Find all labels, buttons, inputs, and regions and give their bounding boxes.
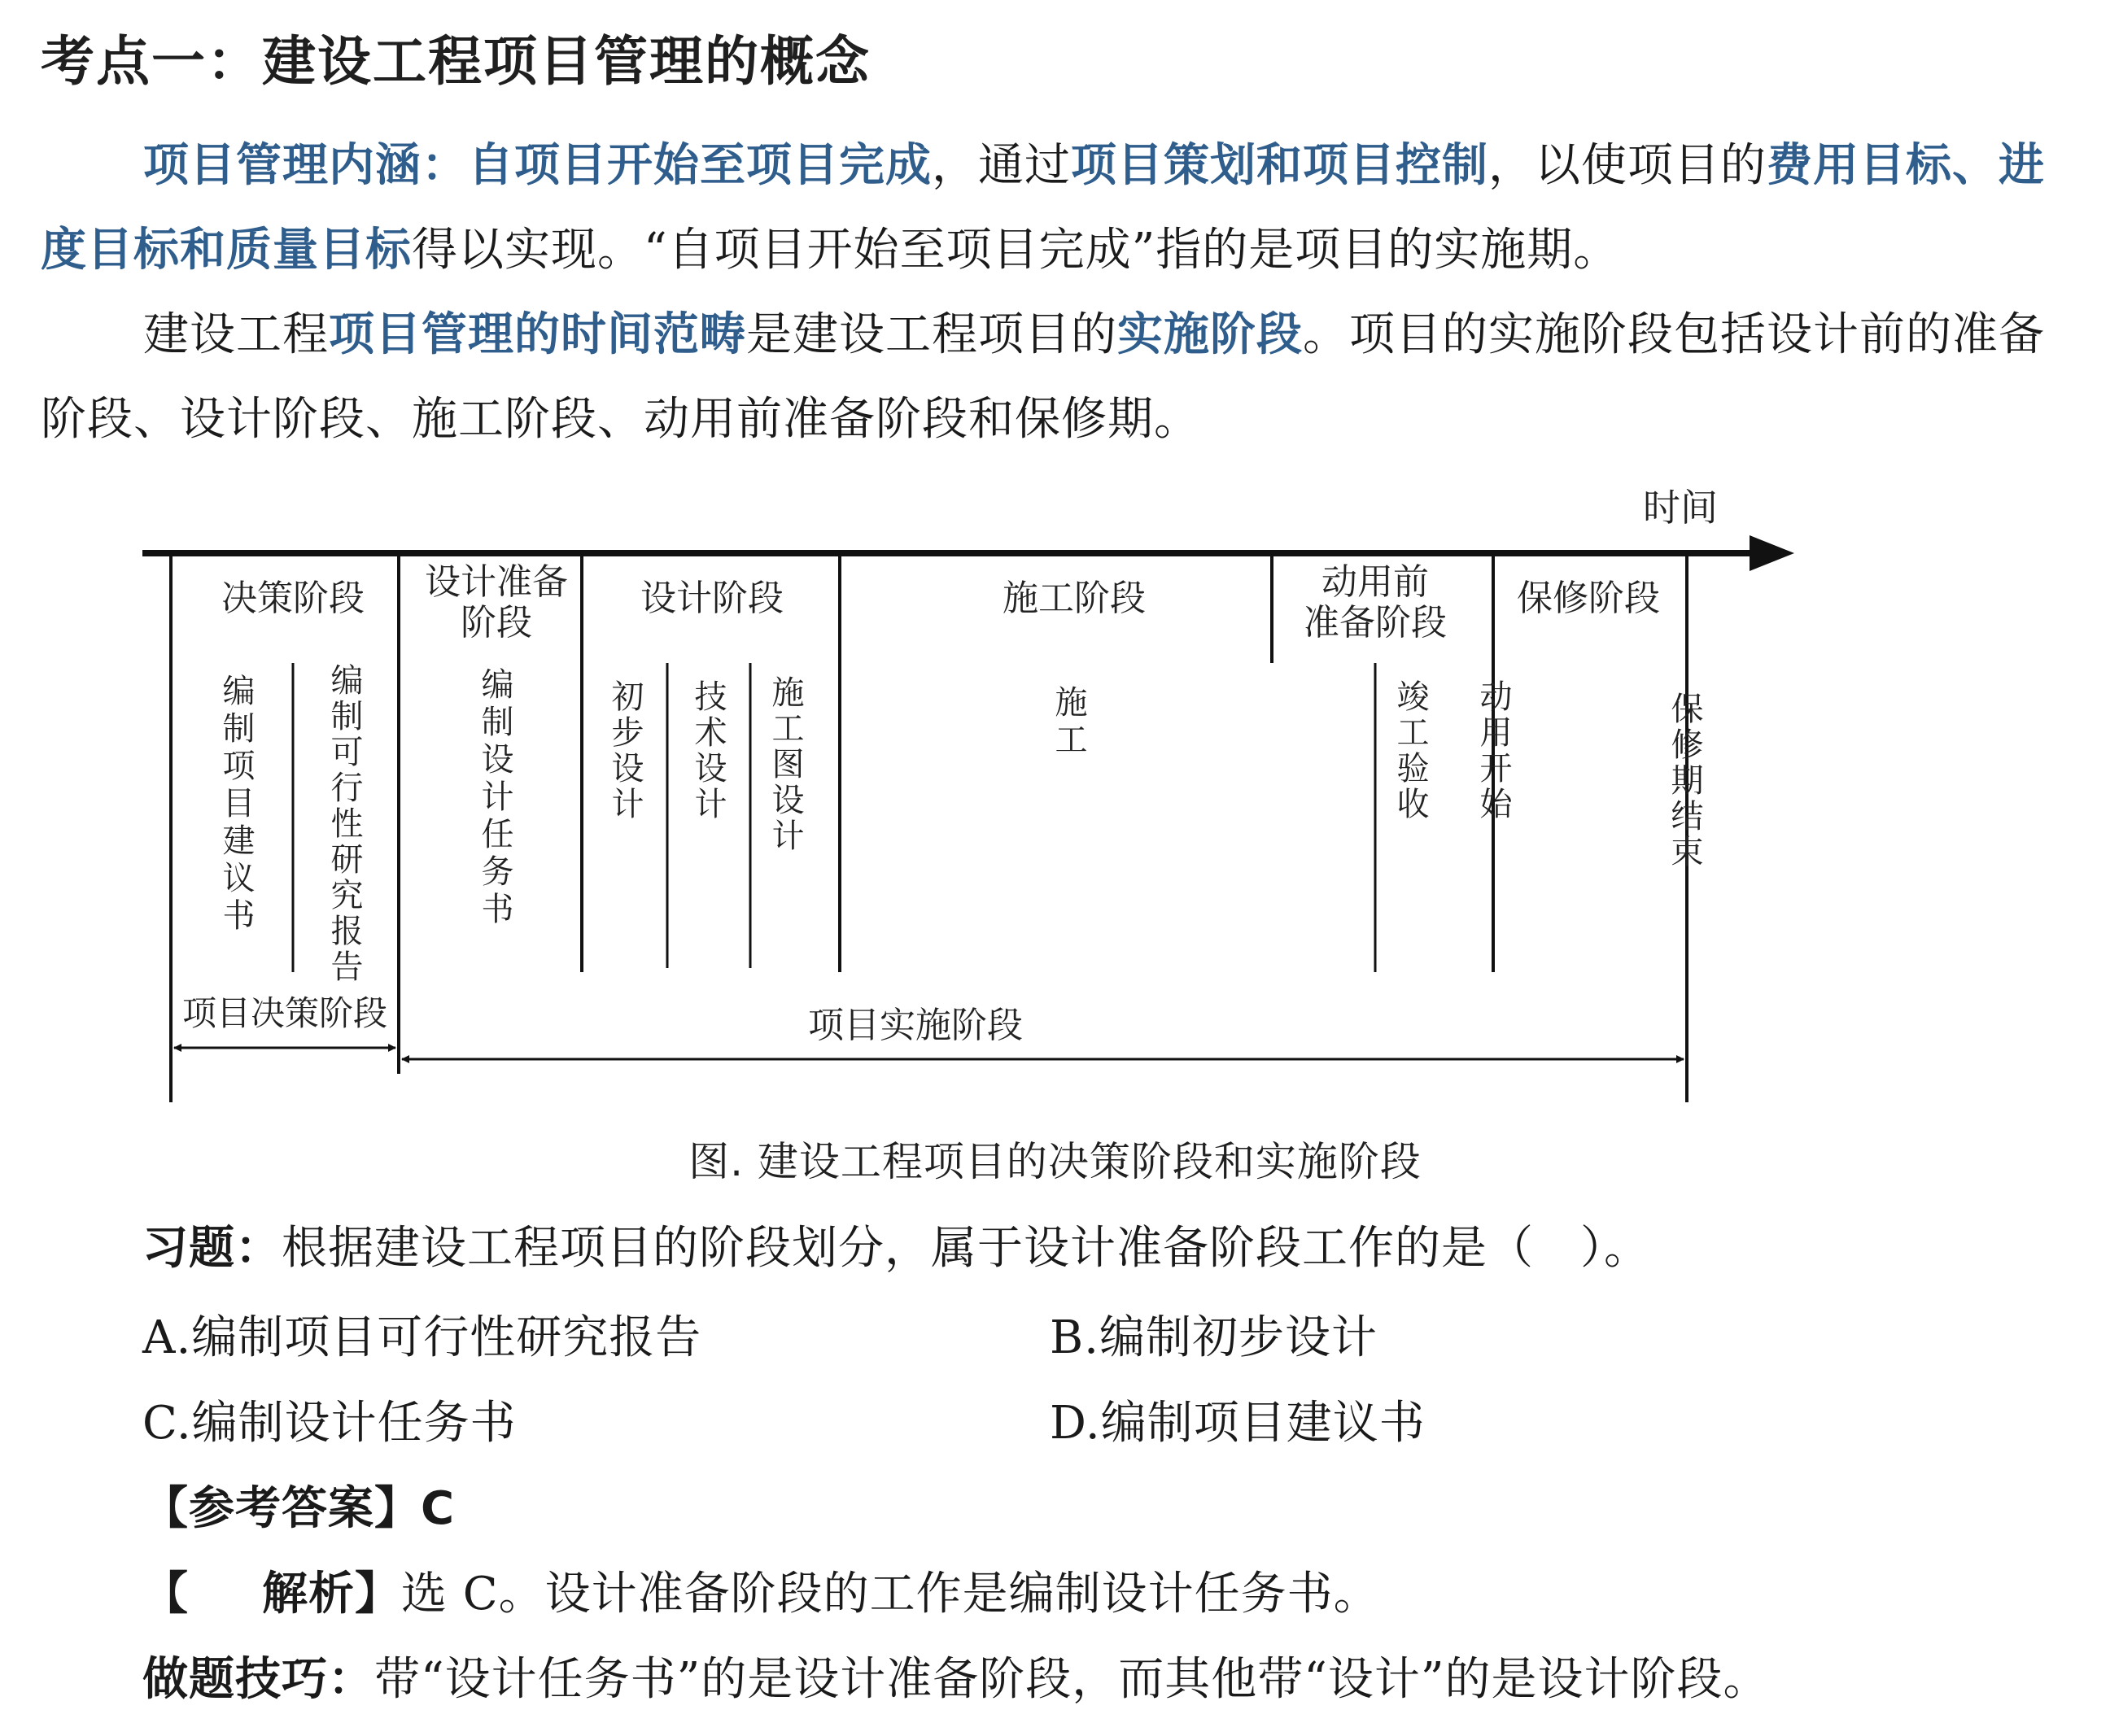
- analysis: [142, 1558, 1380, 1623]
- option-a: A.编制项目可行性研究报告: [142, 1311, 702, 1364]
- phase-diagram: [0, 472, 2110, 1123]
- text-segment: ，通过: [932, 139, 1071, 192]
- analysis-label: 解析】: [262, 1568, 401, 1620]
- definition-label: 项目管理内涵：: [143, 139, 468, 192]
- paragraph-definition: [41, 124, 2075, 293]
- phase-warranty: 保修阶段: [1517, 578, 1660, 619]
- highlight-implementation: 实施阶段: [1117, 308, 1303, 361]
- task-feasibility: 编制可行性研究报告: [325, 663, 363, 985]
- exercise-question: [142, 1212, 1650, 1277]
- task-start-use: 动用开始: [1474, 679, 1512, 822]
- span-implementation-label: 项目实施阶段: [808, 1005, 1023, 1046]
- phase-construction: 施工阶段: [1003, 578, 1146, 619]
- highlight-means: 项目策划和项目控制: [1071, 139, 1488, 192]
- option-b: B.编制初步设计: [1050, 1311, 1378, 1364]
- task-acceptance: 竣工验收: [1391, 679, 1429, 822]
- highlight-time-scope: 项目管理的时间范畴: [329, 308, 746, 361]
- phase-design: 设计阶段: [640, 578, 784, 619]
- page-title: 考点一：建设工程项目管理的概念: [41, 30, 871, 93]
- highlight-scope: 自项目开始至项目完成: [468, 139, 932, 192]
- answer: 【参考答案】C: [142, 1482, 456, 1535]
- time-label: 时间: [1643, 486, 1718, 530]
- phase-decision: 决策阶段: [221, 578, 365, 619]
- analysis-text: 选 C。设计准备阶段的工作是编制设计任务书。: [401, 1568, 1380, 1620]
- phase-pre-use: 准备阶段: [1304, 602, 1447, 643]
- option-c: C.编制设计任务书: [142, 1397, 517, 1450]
- phase-design-prep: 阶段: [461, 602, 532, 643]
- tip-label: 做题技巧：: [142, 1653, 374, 1706]
- task-preliminary: 初步设计: [606, 679, 644, 822]
- task-construction-drawing: 施工图设计: [767, 675, 804, 854]
- question-text: 根据建设工程项目的阶段划分，属于设计准备阶段工作的是（ ）。: [282, 1222, 1650, 1275]
- paragraph-time-scope: [41, 293, 2075, 462]
- option-d: D.编制项目建议书: [1050, 1397, 1426, 1450]
- task-construction: 施工: [1050, 685, 1087, 760]
- task-proposal: 编制项目建议书: [217, 674, 255, 936]
- text-segment: 。项目的实施阶段包括设计前的准备阶段、设计阶段、施工阶段、动用前准备阶段和保修期。: [41, 308, 2045, 446]
- task-technical: 技术设计: [689, 679, 727, 822]
- task-design-brief: 编制设计任务书: [476, 667, 513, 929]
- text-segment: ，以使项目的: [1488, 139, 1767, 192]
- text-segment: 是建设工程项目的: [746, 308, 1117, 361]
- text-segment: 建设工程: [143, 308, 329, 361]
- analysis-bracket: 【: [142, 1568, 189, 1620]
- task-warranty-end: 保修期结束: [1666, 691, 1703, 870]
- time-axis-arrowhead: [1750, 535, 1794, 571]
- phase-design-prep: 设计准备: [425, 561, 568, 603]
- tip-text: 带“设计任务书”的是设计准备阶段，而其他带“设计”的是设计阶段。: [374, 1653, 1770, 1706]
- figure-caption: 图. 建设工程项目的决策阶段和实施阶段: [688, 1138, 1422, 1185]
- highlight-targets: 费用目标、进度目标和质量目标: [41, 139, 2045, 277]
- exercise-label: 习题：: [142, 1222, 282, 1275]
- tip: [142, 1643, 1770, 1708]
- text-segment: 得以实现。“自项目开始至项目完成”指的是项目的实施期。: [412, 224, 1620, 277]
- phase-pre-use: 动用前: [1321, 561, 1429, 603]
- span-decision-label: 项目决策阶段: [181, 993, 388, 1033]
